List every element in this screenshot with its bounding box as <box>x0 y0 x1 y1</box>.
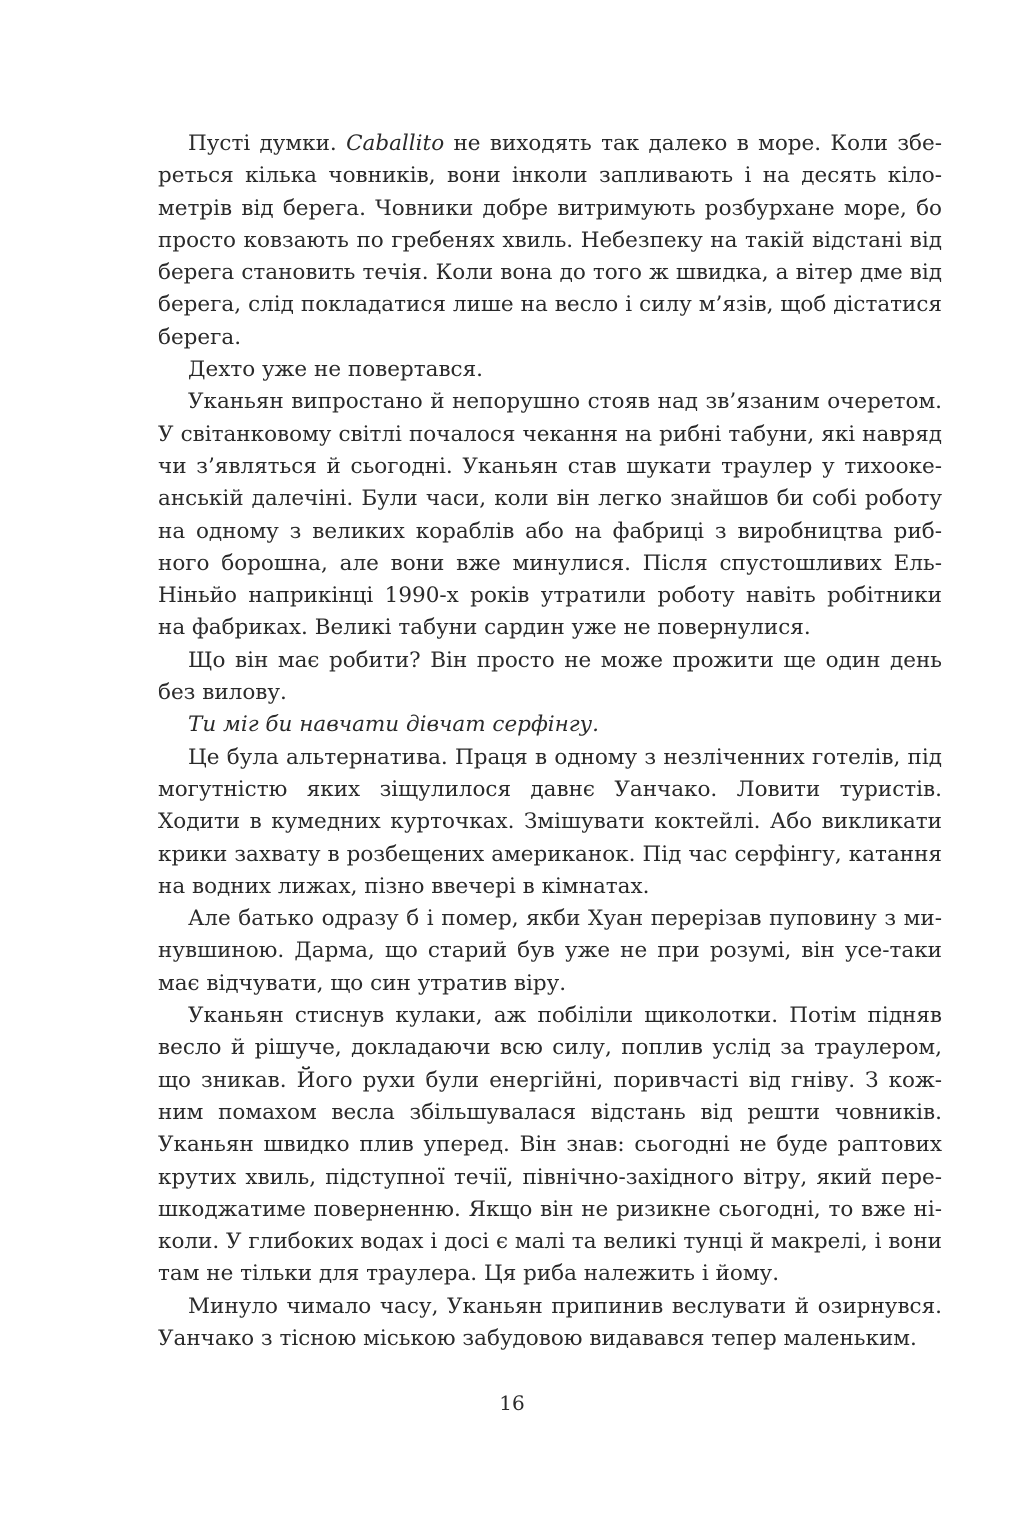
paragraph <box>158 645 942 710</box>
paragraph <box>158 742 942 903</box>
page-number: 16 <box>499 1391 525 1415</box>
italic-text: Ти міг би навчати дівчат серфінгу. <box>188 712 599 738</box>
paragraph-text: Уканьян стиснув кулаки, аж побіліли щиколотки. Потім підняв весло й рішуче, докладаючи всю силу, поплив услід за траулером, що зникав. Його рухи були енергійні, поривчасті від гніву. З кожним помахом весла збільшувалася відстань від решти човників. Уканьян швидко плив уперед. Він знав: сьогодні не буде раптових крутих хвиль, підступної течії, північно-західного вітру, який перешкоджатиме поверненню. Якщо він не ризикне сьогодні, то вже ніколи. У глибоких водах і досі є малі та великі тунці й макрелі, і вони там не тільки для траулера. Ця риба належить і йому. <box>158 1003 942 1287</box>
paragraph-text: Дехто уже не повертався. <box>188 357 483 383</box>
paragraph <box>158 1000 942 1291</box>
paragraph <box>158 709 942 741</box>
italic-text: Caballito <box>346 131 445 156</box>
paragraph-text: Минуло чимало часу, Уканьян припинив веслувати й озирнувся. Уанчако з тісною міською забудовою видавався тепер маленьким. <box>158 1293 942 1351</box>
paragraph-text: Це була альтернатива. Праця в одному з незліченних готелів, під могутністю яких зіщулилося давнє Уанчако. Ловити туристів. Ходити в кумедних курточках. Змішувати коктейлі. Або викликати крики захвату в розбещених американок. Під час серфінгу, катання на водних лижах, пізно ввечері в кімнатах. <box>158 744 942 899</box>
paragraph-text: Але батько одразу б і помер, якби Хуан перерізав пуповину з минувшиною. Дарма, що старий був уже не при розумі, він усе-таки має відчувати, що син утратив віру. <box>158 906 942 996</box>
paragraph <box>158 1291 942 1356</box>
paragraph <box>158 128 942 354</box>
paragraph <box>158 354 942 386</box>
body-text <box>158 128 942 1355</box>
paragraph-text: Пусті думки. <box>188 131 347 156</box>
paragraph-text: Що він має робити? Він просто не може прожити ще один день без вилову. <box>158 647 942 706</box>
paragraph-text: Уканьян випростано й непорушно стояв над зв’язаним очеретом. У світанковому світлі почалося чекання на рибні табуни, які навряд чи з’являться й сьогодні. Уканьян став шукати траулер у тихоокеанській далечіні. Були часи, коли він легко знайшов би собі роботу на одному з великих кораблів або на фабриці з виробництва рибного борошна, але вони вже минулися. Після спустошливих Ель-Ніньйо наприкінці 1990-х років утратили роботу навіть робітники на фабриках. Великі табуни сардин уже не повернулися. <box>158 389 942 641</box>
paragraph <box>158 903 942 1000</box>
paragraph-text: не виходять так далеко в море. Коли збереться кілька човників, вони інколи запливають і на десять кілометрів від берега. Човники добре витримують розбурхане море, бо просто ковзають по гребенях хвиль. Небезпеку на такій відстані від берега становить течія. Коли вона до того ж швидка, а вітер дме від берега, слід покладатися лише на весло і силу м’язів, щоб дістатися берега. <box>158 131 942 350</box>
paragraph <box>158 386 942 644</box>
